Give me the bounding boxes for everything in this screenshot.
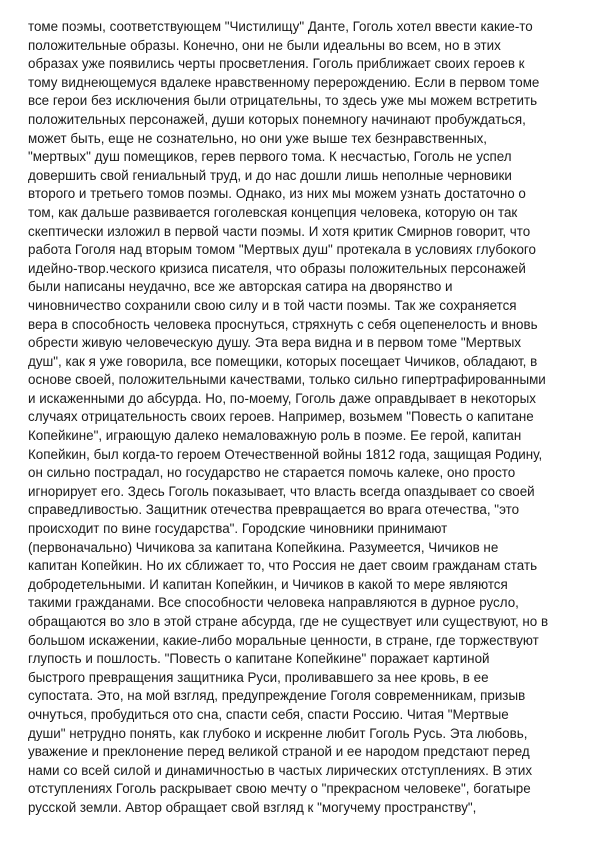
text-line: случаях отрицательность своих героев. Например, возьмем "Повесть о капитане	[28, 409, 534, 425]
text-line: довершить свой гениальный труд, и до нас дошли лишь неполные черновики	[28, 167, 512, 183]
text-line: Копейкин, был когда-то героем Отечественной войны 1812 года, защищая Родину,	[28, 446, 543, 462]
text-line: может быть, еще не сознательно, но они уже выше тех безнравственных,	[28, 130, 488, 146]
text-line: глупость и пошлость. "Повесть о капитане Копейкине" поражает картиной	[28, 651, 490, 667]
text-line: скептически изложил в первой части поэмы. И хотя критик Смирнов говорит, что	[28, 223, 531, 239]
text-line: (первоначально) Чичикова за капитана Копейкина. Разумеется, Чичиков не	[28, 539, 499, 555]
document-page	[28, 18, 580, 818]
text-line: нами со всей силой и динамичностью в частых лирических отступлениях. В этих	[28, 762, 533, 778]
text-line: очнуться, пробудиться ото сна, спасти себя, спасти Россию. Читая "Мертвые	[28, 706, 509, 722]
text-line: игнорирует его. Здесь Гоголь показывает, что власть всегда опаздывает со своей	[28, 483, 535, 499]
text-line: происходит по вине государства". Городские чиновники принимают	[28, 521, 448, 537]
text-line: были написаны неудачно, все же авторская сатира на дворянство и	[28, 279, 453, 295]
text-line: томе поэмы, соответствующем "Чистилищу" Данте, Гоголь хотел ввести какие-то	[28, 19, 533, 34]
text-line: положительных персонажей, души которых понемногу начинают пробуждаться,	[28, 111, 526, 127]
text-line: тому виднеющемуся вдалеке нравственному перерождению. Если в первом томе	[28, 74, 540, 90]
text-line: обрести живую человеческую душу. Эта вера видна и в первом томе "Мертвых	[28, 335, 522, 351]
text-line: супостата. Это, на мой взгляд, предупреждение Гоголя современникам, призыв	[28, 688, 526, 704]
text-line: справедливостью. Защитник отечества превращается во врага отечества, "это	[28, 502, 520, 518]
text-line: русской земли. Автор обращает свой взгляд к "могучему пространству",	[28, 799, 477, 815]
text-line: капитан Копейкин. Но их сближает то, что Россия не дает своим гражданам стать	[28, 558, 538, 574]
text-line: том, как дальше развивается гоголевская концепция человека, которую он так	[28, 204, 518, 220]
text-line: души" нетрудно понять, как глубоко и искренне любит Гоголь Русь. Эта любовь,	[28, 725, 528, 741]
text-line: чиновничество сохранили свою силу и в той части поэмы. Так же сохраняется	[28, 297, 517, 313]
text-line: идейно-твор.ческого кризиса писателя, что образы положительных персонажей	[28, 260, 526, 276]
text-line: второго и третьего томов поэмы. Однако, из них мы можем узнать достаточно о	[28, 186, 526, 202]
text-line: работа Гоголя над вторым томом "Мертвых душ" протекала в условиях глубокого	[28, 242, 536, 258]
text-line: образах уже появились черты просветления. Гоголь приближает своих героев к	[28, 56, 525, 72]
text-line: основе своей, положительными качествами, только сильно гипертрафированными	[28, 372, 546, 388]
text-line: он сильно пострадал, но государство не старается помочь калеке, оно просто	[28, 465, 516, 481]
text-line: уважение и преклонение перед великой страной и ее народом предстают перед	[28, 744, 530, 760]
text-line: и искаженными до абсурда. Но, по-моему, Гоголь даже оправдывает в некоторых	[28, 390, 536, 406]
text-line: такими гражданами. Все способности человека направляются в дурное русло,	[28, 595, 519, 611]
text-line: обращаются во зло в этой стране абсурда, где не существует или существуют, но в	[28, 614, 549, 629]
text-line: быстрого превращения защитника Руси, проливавшего за нее кровь, в ее	[28, 669, 489, 685]
text-line: душ", как я уже говорила, все помещики, которых посещает Чичиков, обладают, в	[28, 353, 538, 369]
text-line: добродетельными. И капитан Копейкин, и Чичиков в какой то мере являются	[28, 576, 508, 592]
text-line: все герои без исключения были отрицательны, то здесь уже мы можем встретить	[28, 93, 538, 109]
text-line: вера в способность человека проснуться, стряхнуть с себя оцепенелость и вновь	[28, 316, 538, 332]
text-line: положительные образы. Конечно, они не были идеальны во всем, но в этих	[28, 37, 501, 53]
text-line: большом искажении, какие-либо моральные ценности, в стране, где торжествуют	[28, 632, 539, 648]
text-line: Копейкине", играющую далеко немаловажную роль в поэме. Ее герой, капитан	[28, 428, 522, 444]
text-line: "мертвых" душ помещиков, герев первого тома. К несчастью, Гоголь не успел	[28, 149, 512, 165]
text-line: отступлениях Гоголь раскрывает свою мечту о "прекрасном человеке", богатыре	[28, 781, 531, 797]
